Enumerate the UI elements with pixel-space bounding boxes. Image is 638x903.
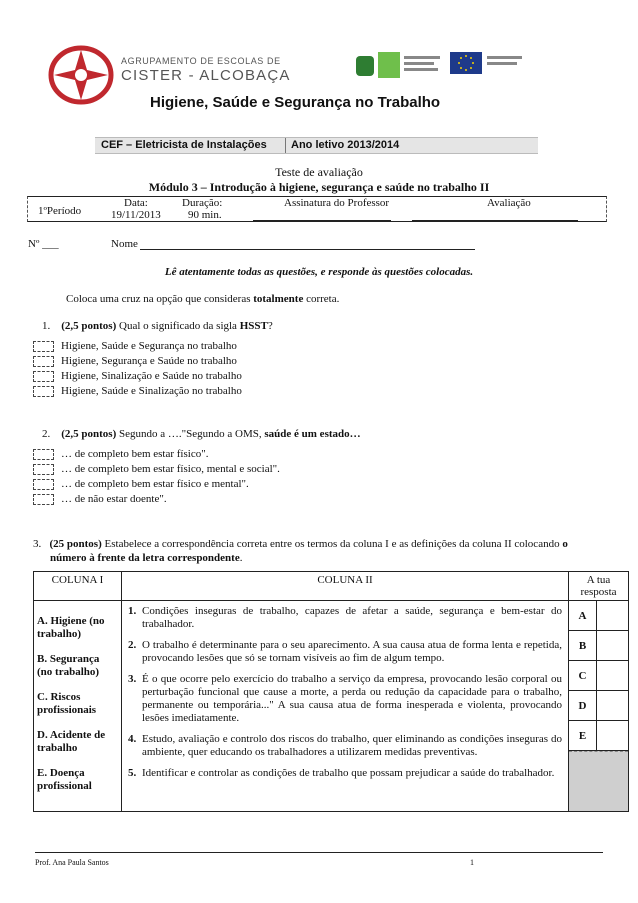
answer-field[interactable] (597, 631, 628, 660)
signature-label: Assinatura do Professor (284, 197, 390, 209)
definition-1: 1. Condições inseguras de trabalho, capazes de afetar a saúde, segurança e bem-estar do trabalhador. (128, 605, 562, 630)
q2-option[interactable]: … de completo bem estar físico e mental". (33, 478, 293, 491)
footer-divider (35, 852, 603, 853)
school-name-line1: AGRUPAMENTO DE ESCOLAS DE (121, 56, 281, 66)
footer-author: Prof. Ana Paula Santos (35, 858, 109, 867)
checkbox[interactable] (33, 479, 54, 490)
student-name-field[interactable] (140, 238, 475, 250)
answer-letter: E (569, 721, 597, 750)
q1-option[interactable]: Higiene, Saúde e Sinalização no trabalho (33, 385, 293, 398)
cross-instruction: Coloca uma cruz na opção que consideras totalmente correta. (66, 293, 340, 305)
answer-field[interactable] (597, 661, 628, 690)
question-1: 1. (2,5 pontos) Qual o significado da sigla HSST? (42, 320, 273, 332)
question-3: 3. (25 pontos) Estabelece a correspondência correta entre os termos da coluna I e as definições da coluna II colocando o número à frente da letra correspondente. (33, 538, 568, 564)
q2-option[interactable]: … de completo bem estar físico, mental e social". (33, 463, 293, 476)
course-band (95, 137, 538, 154)
answer-field[interactable] (597, 691, 628, 720)
eu-caption-icon (487, 56, 522, 59)
checkbox[interactable] (33, 356, 54, 367)
answer-field[interactable] (597, 721, 628, 750)
term-e: E. Doença profissional (37, 767, 92, 792)
checkbox[interactable] (33, 449, 54, 460)
q1-option[interactable]: Higiene, Segurança e Saúde no trabalho (33, 355, 293, 368)
answer-filler (569, 751, 628, 811)
eu-flag-icon (450, 52, 482, 74)
term-c: C. Riscos profissionais (37, 691, 97, 716)
checkbox[interactable] (33, 494, 54, 505)
answer-row (569, 631, 628, 661)
answer-row (569, 661, 628, 691)
col3-header: A tua resposta (569, 572, 629, 601)
test-title: Teste de avaliação (275, 165, 363, 179)
checkbox[interactable] (33, 371, 54, 382)
q1-option[interactable]: Higiene, Saúde e Segurança no trabalho (33, 340, 293, 353)
school-name-line2: CISTER - ALCOBAÇA (121, 67, 291, 84)
correspondence-table (33, 571, 629, 812)
duration-value: 90 min. (188, 209, 222, 221)
definition-5: 5. Identificar e controlar as condições de trabalho que possam prejudicar a saúde do trabalhador. (128, 767, 555, 779)
evaluation-label: Avaliação (487, 197, 531, 209)
duration-label: Duração: (182, 197, 223, 209)
terms-cell (34, 601, 122, 812)
page-number: 1 (470, 858, 474, 867)
answer-field[interactable] (597, 601, 628, 630)
term-a: A. Higiene (no trabalho) (37, 615, 105, 640)
answer-row (569, 721, 628, 751)
q2-option[interactable]: … de completo bem estar físico". (33, 448, 293, 461)
definition-4: 4. Estudo, avaliação e controlo dos riscos do trabalho, quer eliminando as condições inseguras do ambiente, quer educando os trabalhadores a utilizarem medidas preventivas. (128, 733, 562, 758)
evaluation-field[interactable] (412, 211, 578, 221)
checkbox[interactable] (33, 464, 54, 475)
period-label: 1ºPeríodo (38, 205, 82, 217)
student-number-label: Nº ___ (28, 238, 59, 250)
q1-option[interactable]: Higiene, Sinalização e Saúde no trabalho (33, 370, 293, 383)
answer-letter: D (569, 691, 597, 720)
instructions: Lê atentamente todas as questões, e responde às questões colocadas. (164, 266, 474, 278)
definitions-cell (122, 601, 569, 812)
col1-header: COLUNA I (34, 572, 122, 601)
answer-letter: C (569, 661, 597, 690)
signature-field[interactable] (253, 211, 391, 221)
module-title: Módulo 3 – Introdução à higiene, segurança e saúde no trabalho II (148, 180, 490, 194)
q2-option[interactable]: … de não estar doente". (33, 493, 293, 506)
main-title: Higiene, Saúde e Segurança no Trabalho (150, 94, 441, 111)
answers-cell (569, 601, 629, 812)
school-logo-icon (48, 44, 114, 106)
term-b: B. Segurança (no trabalho) (37, 653, 100, 678)
qren-logo-icon (354, 50, 444, 82)
date-label: Data: (124, 197, 148, 209)
answer-row (569, 691, 628, 721)
definition-2: 2. O trabalho é determinante para o seu aparecimento. A sua causa atua de forma lenta e repetida, provocando lesões que só se tornam visíveis ao fim de algum tempo. (128, 639, 562, 664)
definition-3: 3. É o que ocorre pelo exercício do trabalho a serviço da empresa, provocando lesão corporal ou perturbação funcional que cause a morte, a perda ou redução da capacidade para o trabalho, permanente ou temporária..." A sua causa atua de forma inesperada e violenta, provocando lesões imediatamente. (128, 673, 562, 724)
answer-row (569, 601, 628, 631)
question-2: 2. (2,5 pontos) Segundo a …."Segundo a OMS, saúde é um estado… (42, 428, 361, 440)
col2-header: COLUNA II (122, 572, 569, 601)
course-name: CEF – Eletricista de Instalações (101, 139, 267, 151)
date-value: 19/11/2013 (111, 209, 161, 221)
student-name-label: Nome (111, 238, 138, 250)
answer-letter: A (569, 601, 597, 630)
band-divider (285, 138, 286, 153)
checkbox[interactable] (33, 341, 54, 352)
term-d: D. Acidente de trabalho (37, 729, 106, 754)
checkbox[interactable] (33, 386, 54, 397)
eu-caption-icon (487, 62, 517, 65)
answer-letter: B (569, 631, 597, 660)
school-year: Ano letivo 2013/2014 (291, 139, 400, 151)
